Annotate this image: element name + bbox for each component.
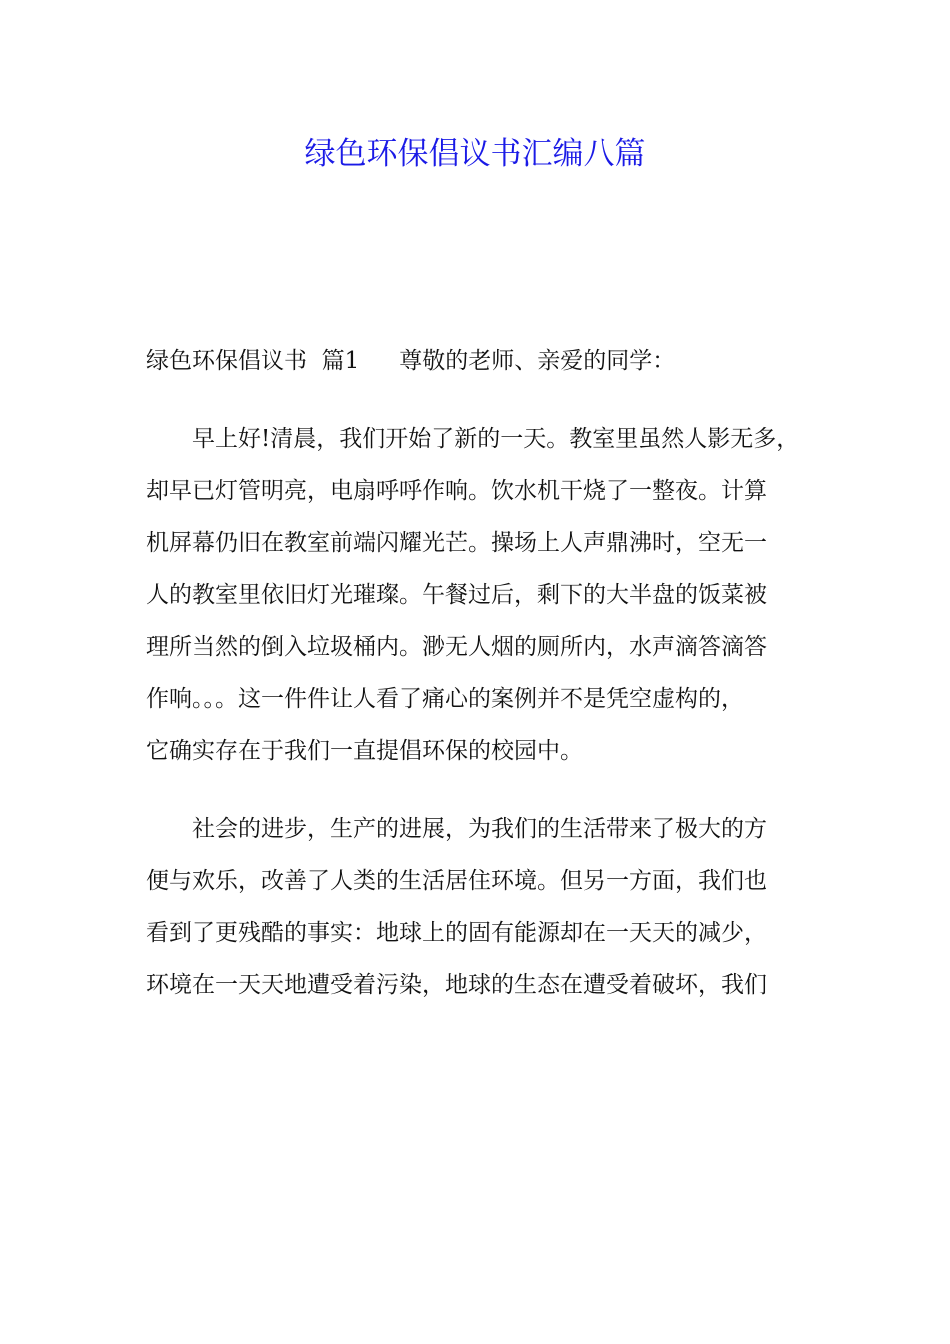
paragraph-gap	[146, 387, 816, 413]
document-title: 绿色环保倡议书汇编八篇	[304, 136, 646, 172]
paragraph-line: 看到了更残酷的事实：地球上的固有能源却在一天天的减少，	[146, 920, 767, 946]
paragraph-line: 早上好!清晨，我们开始了新的一天。教室里虽然人影无多，	[192, 426, 800, 452]
paragraph-line: 人的教室里依旧灯光璀璨。午餐过后，剩下的大半盘的饭菜被	[146, 582, 767, 608]
paragraph-line: 作响。。。这一件件让人看了痛心的案例并不是凭空虚构的，	[146, 686, 744, 712]
paragraph-2	[146, 803, 816, 1011]
paragraph-line: 环境在一天天地遭受着污染，地球的生态在遭受着破坏，我们	[146, 972, 767, 998]
document-body	[146, 335, 816, 1011]
paragraph-line: 却早已灯管明亮，电扇呼呼作响。饮水机干烧了一整夜。计算	[146, 478, 767, 504]
paragraph-1	[146, 413, 816, 777]
paragraph-line: 机屏幕仍旧在教室前端闪耀光芒。操场上人声鼎沸时，空无一	[146, 530, 767, 556]
paragraph-line: 便与欢乐，改善了人类的生活居住环境。但另一方面，我们也	[146, 868, 767, 894]
section-heading-line	[146, 335, 816, 387]
paragraph-gap	[146, 777, 816, 803]
greeting: 尊敬的老师、亲爱的同学：	[399, 348, 676, 374]
paragraph-line: 理所当然的倒入垃圾桶内。渺无人烟的厕所内，水声滴答滴答	[146, 634, 767, 660]
section-heading: 绿色环保倡议书 篇1	[146, 348, 360, 374]
paragraph-line: 它确实存在于我们一直提倡环保的校园中。	[146, 738, 583, 764]
paragraph-line: 社会的进步，生产的进展，为我们的生活带来了极大的方	[192, 816, 767, 842]
